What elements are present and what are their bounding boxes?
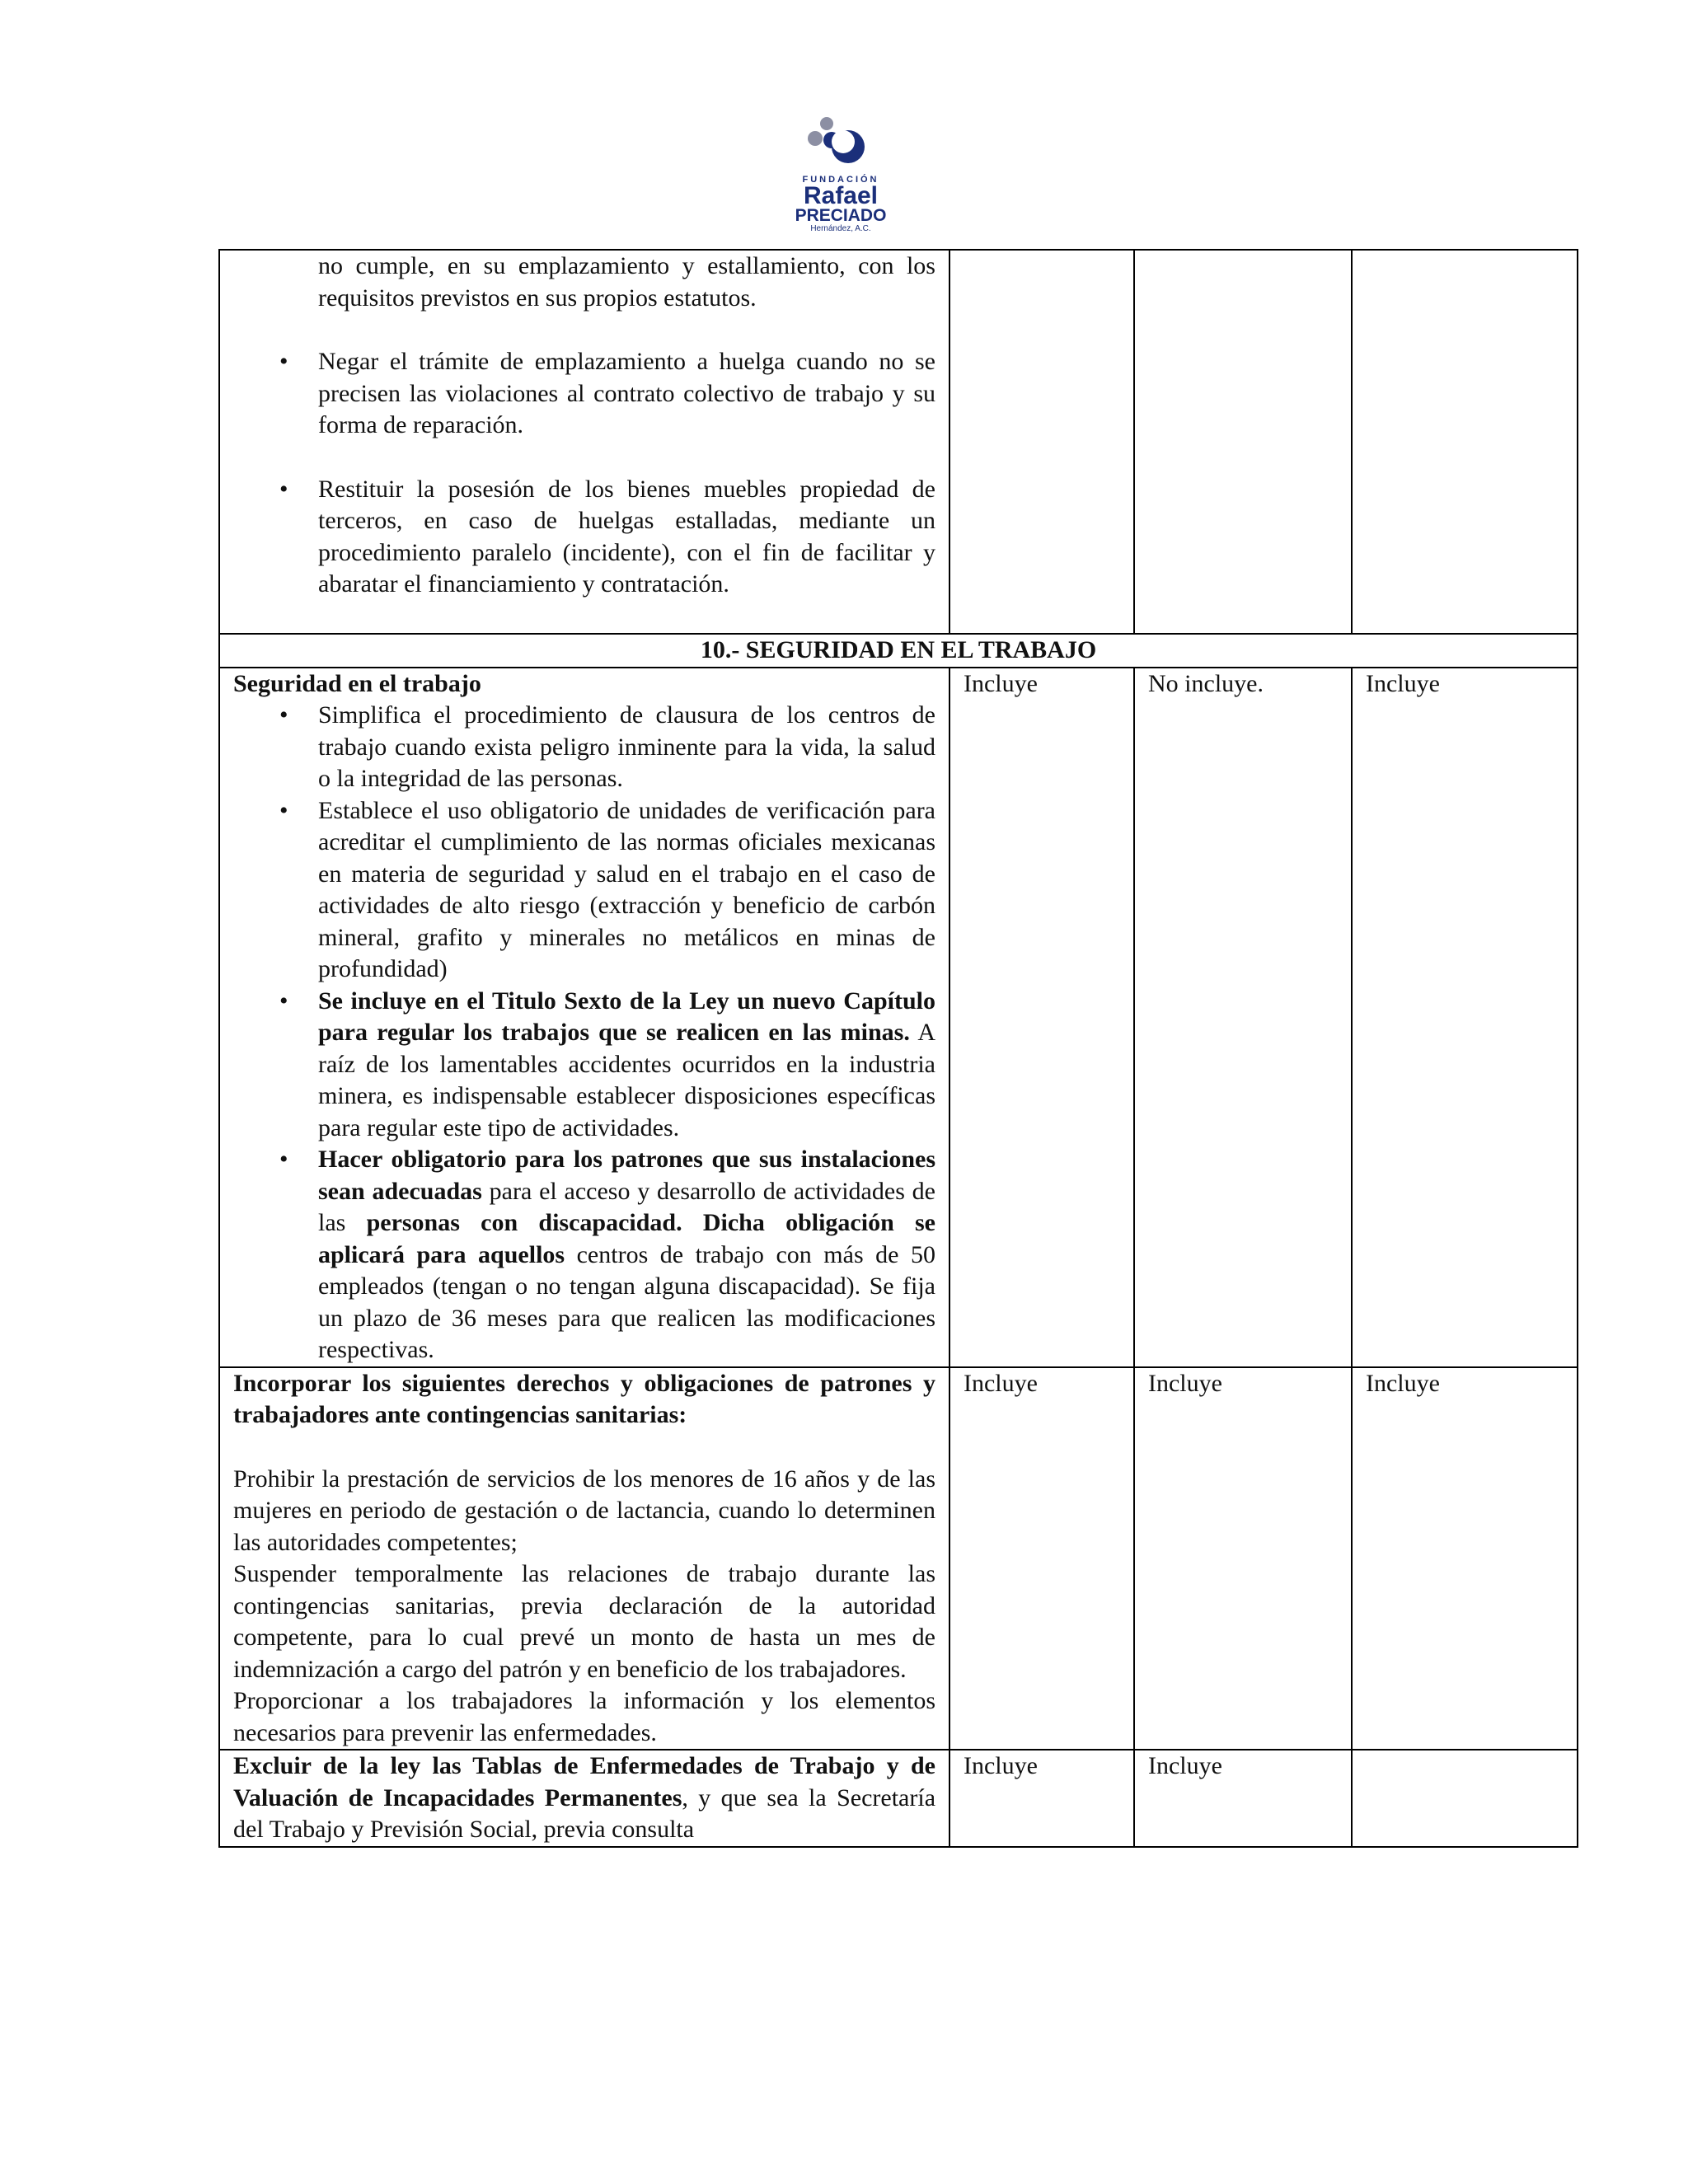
row3-text: , y que sea la Secretaría del Trabajo y Previsión Social, previa consulta xyxy=(233,1783,936,1843)
row3-col3-value: Incluye xyxy=(1148,1752,1222,1779)
row0-description-cell xyxy=(219,250,950,634)
row1-bullet4-bold2: personas con discapacidad. Dicha obligación se aplicará para aquellos xyxy=(318,1209,935,1268)
row1-col3-cell xyxy=(1134,668,1352,1367)
row0-bullet2: Restituir la posesión de los bienes muebles propiedad de terceros, en caso de huelgas estalladas, mediante un procedimiento paralelo (incidente), con el fin de facilitar y abaratar el financiamiento y contratación. xyxy=(318,475,935,598)
row2-col4-cell xyxy=(1352,1367,1578,1750)
comparison-table xyxy=(218,249,1578,1848)
logo-text-rafael: Rafael xyxy=(803,182,879,209)
foundation-logo xyxy=(783,114,898,237)
row2-title: Incorporar los siguientes derechos y obligaciones de patrones y trabajadores ante contingencias sanitarias: xyxy=(233,1369,935,1428)
list-item xyxy=(233,251,935,314)
row0-bullet1: Negar el trámite de emplazamiento a huelga cuando no se precisen las violaciones al contrato colectivo de trabajo y su forma de reparación. xyxy=(318,348,935,438)
table-row xyxy=(219,1367,1578,1750)
row1-bullet4-bold1: Hacer obligatorio para los patrones que sus instalaciones sean adecuadas xyxy=(318,1146,935,1205)
row1-bullet2: Establece el uso obligatorio de unidades de verificación para acreditar el cumplimiento de las normas oficiales mexicanas en materia de seguridad y salud en el trabajo en el caso de actividades de alto riesgo (extracción y beneficio de carbón mineral, grafito y minerales no metálicos en minas de profundidad) xyxy=(318,796,935,982)
row3-col2-value: Incluye xyxy=(964,1752,1038,1779)
list-item xyxy=(233,700,935,795)
bullet-icon: • xyxy=(279,475,288,503)
row0-col2-cell xyxy=(950,250,1134,634)
section-heading-row xyxy=(219,634,1578,668)
bullet-icon: • xyxy=(279,987,288,1015)
row2-description-cell xyxy=(219,1367,950,1750)
row1-description-cell xyxy=(219,668,950,1367)
logo-circles-icon xyxy=(804,114,878,173)
table-row xyxy=(219,1750,1578,1847)
row3-bold: Excluir de la ley las Tablas de Enfermedades de Trabajo y de Valuación de Incapacidades Permanentes xyxy=(233,1752,935,1811)
row0-continuation: no cumple, en su emplazamiento y estallamiento, con los requisitos previstos en sus propios estatutos. xyxy=(318,252,935,312)
row1-bullet4-text1: para el acceso y desarrollo de actividades de las xyxy=(318,1177,935,1236)
section-heading: 10.- SEGURIDAD EN EL TRABAJO xyxy=(219,634,1578,668)
row1-bullet3-bold: Se incluye en el Titulo Sexto de la Ley un nuevo Capítulo para regular los trabajos que se realicen en las minas. xyxy=(318,987,935,1046)
row2-col3-cell xyxy=(1134,1367,1352,1750)
row0-col3-cell xyxy=(1134,250,1352,634)
row3-description-cell xyxy=(219,1750,950,1847)
bullet-icon: • xyxy=(279,1146,288,1173)
logo-text-fundacion: FUNDACIÓN xyxy=(802,175,879,185)
list-item xyxy=(233,986,935,1145)
row3-col4-cell xyxy=(1352,1750,1578,1847)
table-row xyxy=(219,668,1578,1367)
table-row xyxy=(219,250,1578,634)
row1-col2-cell xyxy=(950,668,1134,1367)
list-item xyxy=(233,795,935,986)
row2-col2-cell xyxy=(950,1367,1134,1750)
row1-col4-cell xyxy=(1352,668,1578,1367)
row2-col3-value: Incluye xyxy=(1148,1369,1222,1397)
row3-col3-cell xyxy=(1134,1750,1352,1847)
row2-paragraph1: Prohibir la prestación de servicios de los menores de 16 años y de las mujeres en periodo de gestación o de lactancia, cuando lo determinen las autoridades competentes; xyxy=(233,1465,935,1556)
logo-text-preciado: PRECIADO xyxy=(795,206,887,225)
list-item xyxy=(233,346,935,442)
row1-bullet3-text: A raíz de los lamentables accidentes ocurridos en la industria minera, es indispensable establecer disposiciones específicas para regular este tipo de actividades. xyxy=(318,1019,935,1141)
row2-paragraph3: Proporcionar a los trabajadores la información y los elementos necesarios para prevenir las enfermedades. xyxy=(233,1687,935,1746)
list-item xyxy=(233,474,935,601)
bullet-icon: • xyxy=(279,348,288,375)
row1-col3-value: No incluye. xyxy=(1148,669,1264,697)
row1-title: Seguridad en el trabajo xyxy=(233,669,481,697)
logo-text-hernandez: Hernández, A.C. xyxy=(810,224,871,233)
row1-bullet1: Simplifica el procedimiento de clausura de los centros de trabajo cuando exista peligro inminente para la vida, la salud o la integridad de las personas. xyxy=(318,701,935,792)
row1-col4-value: Incluye xyxy=(1366,669,1440,697)
list-item xyxy=(233,1144,935,1366)
row2-col4-value: Incluye xyxy=(1366,1369,1440,1397)
row2-paragraph2: Suspender temporalmente las relaciones de trabajo durante las contingencias sanitarias, previa declaración de la autoridad competente, para lo cual prevé un monto de hasta un mes de indemnización a cargo del patrón y en beneficio de los trabajadores. xyxy=(233,1560,935,1683)
row1-bullet4-text2: centros de trabajo con más de 50 empleados (tengan o no tengan alguna discapacidad). Se fija un plazo de 36 meses para que realicen las modificaciones respectivas. xyxy=(318,1240,935,1363)
row2-col2-value: Incluye xyxy=(964,1369,1038,1397)
row0-col4-cell xyxy=(1352,250,1578,634)
bullet-icon: • xyxy=(279,796,288,824)
bullet-icon: • xyxy=(279,701,288,729)
row1-col2-value: Incluye xyxy=(964,669,1038,697)
row3-col2-cell xyxy=(950,1750,1134,1847)
